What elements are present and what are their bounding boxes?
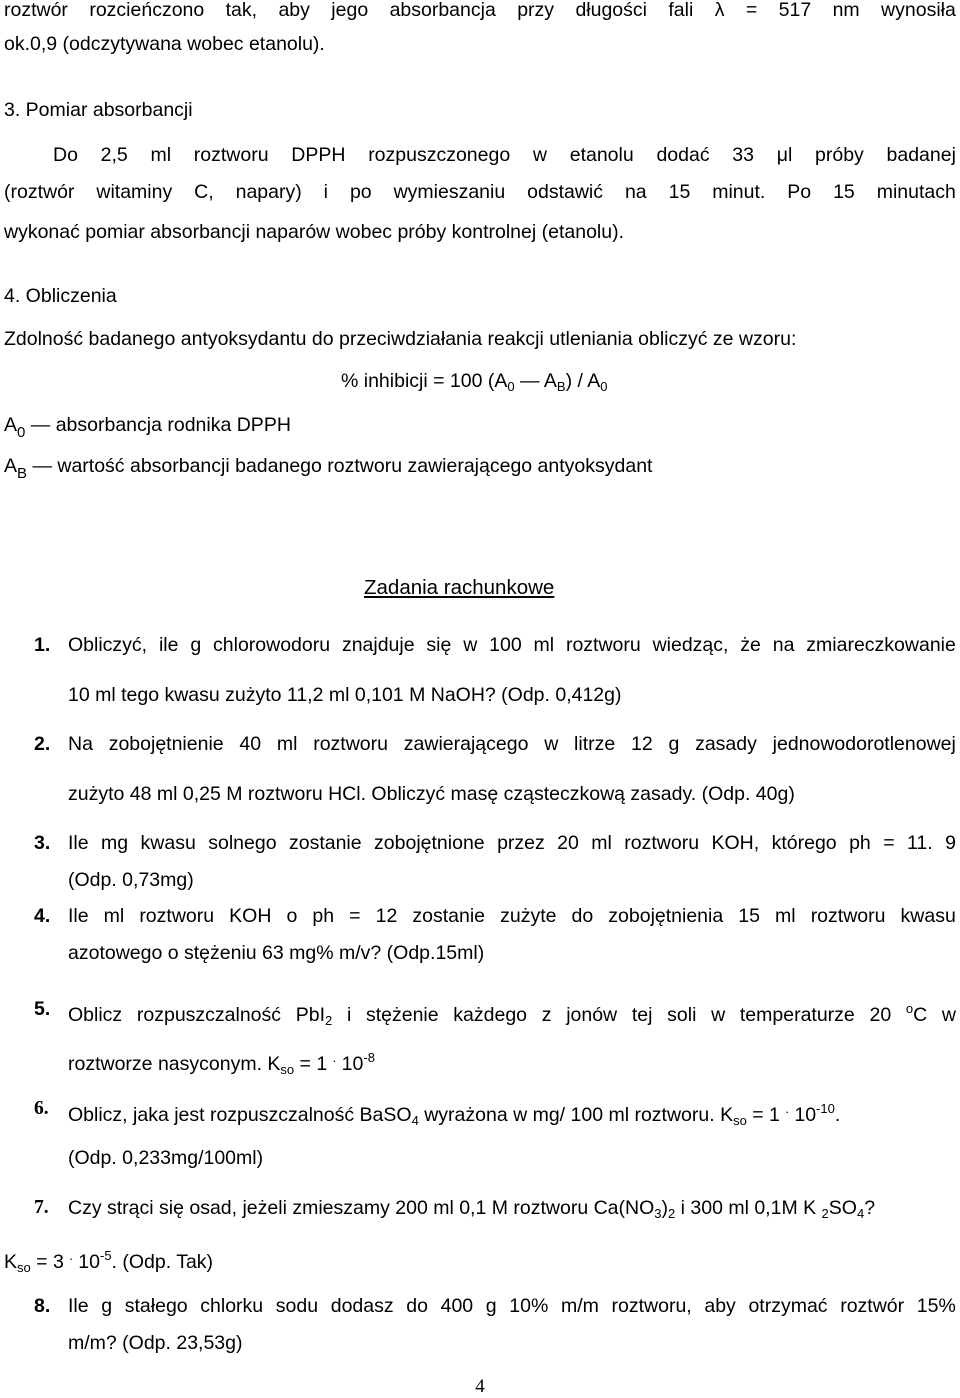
word: ml: [775, 905, 796, 927]
word: KOH: [229, 905, 272, 927]
word: przez: [497, 832, 545, 854]
word: długości: [575, 0, 647, 21]
word: g: [668, 733, 680, 755]
word: solnego: [208, 832, 277, 854]
intro-line-2: ok.0,9 (odczytywana wobec etanolu).: [4, 33, 325, 55]
word: w: [532, 144, 548, 166]
word: μl: [776, 144, 793, 166]
word: sodu: [275, 1295, 319, 1317]
word: Ile: [68, 905, 89, 927]
word: tak,: [225, 0, 258, 21]
task-5-number: 5.: [34, 998, 51, 1020]
word: po: [349, 181, 372, 203]
word: absorbancja: [389, 0, 496, 21]
word: wymieszaniu: [393, 181, 506, 203]
word: badanej: [886, 144, 956, 166]
task-7-line-1: Czy strąci się osad, jeżeli zmieszamy 200 ml 0,1 M roztworu $Ca(NO_3)_2$ i 300 ml 0,1M K $_2SO_4$?: [68, 1197, 876, 1221]
a0-definition: $A_0$ — absorbancja rodnika DPPH: [4, 414, 291, 441]
word: zostanie: [412, 905, 486, 927]
section-3-heading: 3. Pomiar absorbancji: [4, 99, 193, 121]
word: jego: [331, 0, 369, 21]
word: roztworu: [624, 832, 700, 854]
word: ml: [276, 733, 298, 755]
word: aby: [278, 0, 310, 21]
task-4-line-1: [68, 904, 956, 928]
task-1-line-1: [68, 633, 956, 657]
word: m/m: [560, 1295, 599, 1317]
inhibition-formula: % inhibicji = 100 ($A_0$ — $A_B) / A_0$: [341, 370, 608, 394]
word: dodać: [656, 144, 710, 166]
task-5-line-1: Oblicz rozpuszczalność PbI$_2$ i stężenie każdego z jonów tej soli w temperaturze 20 $^o$C w: [68, 1001, 956, 1028]
word: na: [772, 634, 795, 656]
word: przy: [517, 0, 555, 21]
word: nm: [832, 0, 860, 21]
word: 2,5: [100, 144, 128, 166]
task-8-line-2: m/m? (Odp. 23,53g): [68, 1332, 243, 1354]
word: roztworu: [193, 144, 269, 166]
word: witaminy: [96, 181, 173, 203]
word: ml: [591, 832, 612, 854]
word: na: [624, 181, 647, 203]
word: Na: [68, 733, 93, 755]
word: =: [349, 905, 361, 927]
word: i: [323, 181, 328, 203]
word: minutach: [876, 181, 956, 203]
word: 10%: [509, 1295, 549, 1317]
word: 12: [630, 733, 653, 755]
word: zobojętnienie: [108, 733, 224, 755]
section-3-line-3: wykonać pomiar absorbancji naparów wobec próby kontrolnej (etanolu).: [4, 221, 625, 243]
word: etanolu: [569, 144, 634, 166]
task-7-number: 7.: [34, 1197, 49, 1218]
ab-definition: $A_B$ — wartość absorbancji badanego roztworu zawierającego antyoksydant: [4, 455, 653, 482]
intro-line-1: [4, 0, 956, 22]
task-3-number: 3.: [34, 832, 51, 854]
section-4-line-1: Zdolność badanego antyoksydantu do przeciwdziałania reakcji utleniania obliczyć ze wzoru:: [4, 328, 797, 350]
word: zmiareczkowanie: [806, 634, 956, 656]
word: odstawić: [527, 181, 604, 203]
word: aby: [704, 1295, 736, 1317]
word: do: [571, 905, 594, 927]
word: roztwór: [840, 1295, 905, 1317]
word: 15%: [916, 1295, 956, 1317]
word: jednowodorotlenowej: [772, 733, 956, 755]
word: λ: [714, 0, 725, 21]
word: się: [426, 634, 452, 656]
task-8-number: 8.: [34, 1295, 51, 1317]
word: minut.: [712, 181, 766, 203]
word: roztworu: [313, 733, 388, 755]
word: próby: [815, 144, 864, 166]
word: KOH,: [711, 832, 760, 854]
word: g: [101, 1295, 113, 1317]
word: zawierającego: [403, 733, 529, 755]
word: zobojętnione: [374, 832, 485, 854]
word: w: [463, 634, 478, 656]
word: =: [883, 832, 895, 854]
task-3-line-2: (Odp. 0,73mg): [68, 869, 194, 891]
word: o: [286, 905, 298, 927]
word: 40: [239, 733, 262, 755]
word: 20: [557, 832, 579, 854]
word: 100: [489, 634, 522, 656]
word: litrze: [574, 733, 616, 755]
word: chlorku: [200, 1295, 264, 1317]
word: 15: [668, 181, 691, 203]
word: chlorowodoru: [213, 634, 331, 656]
word: 33: [732, 144, 754, 166]
word: fali: [668, 0, 694, 21]
section-3-line-1: [53, 143, 956, 167]
word: wynosiła: [881, 0, 956, 21]
word: do: [406, 1295, 428, 1317]
word: ph: [849, 832, 871, 854]
word: Po: [787, 181, 812, 203]
word: ml: [150, 144, 172, 166]
task-8-line-1: [68, 1294, 956, 1318]
task-2-number: 2.: [34, 733, 51, 755]
word: kwasu: [140, 832, 196, 854]
task-2-line-2: zużyto 48 ml 0,25 M roztworu HCl. Obliczyć masę cząsteczkową zasady. (Odp. 40g): [68, 783, 795, 805]
word: (roztwór: [4, 181, 75, 203]
word: 400: [440, 1295, 474, 1317]
word: zobojętnienia: [608, 905, 724, 927]
section-4-heading: 4. Obliczenia: [4, 285, 117, 307]
word: 9: [945, 832, 956, 854]
word: znajduje: [341, 634, 415, 656]
task-5-line-2: roztworze nasyconym. $K_{so} = 1$ . $10^{-8}$: [68, 1050, 375, 1077]
word: roztworu: [565, 634, 641, 656]
page-number: 4: [475, 1376, 485, 1397]
section-3-line-2: [4, 180, 956, 204]
word: ml: [533, 634, 555, 656]
word: którego: [771, 832, 837, 854]
word: g: [190, 634, 202, 656]
task-3-line-1: [68, 831, 956, 855]
word: kwasu: [900, 905, 956, 927]
word: zużyte: [500, 905, 557, 927]
task-6-line-1: Oblicz, jaka jest rozpuszczalność BaSO$_4$ wyrażona w mg/ 100 ml roztworu. $K_{so} = 1$ . $10^{-10}$.: [68, 1101, 841, 1128]
word: DPPH: [291, 144, 346, 166]
word: roztworu: [810, 905, 886, 927]
word: 15: [738, 905, 760, 927]
word: ph: [312, 905, 335, 927]
word: Obliczyć,: [68, 634, 148, 656]
word: otrzymać: [748, 1295, 828, 1317]
word: rozpuszczonego: [368, 144, 511, 166]
task-4-line-2: azotowego o stężeniu 63 mg% m/v? (Odp.15ml): [68, 942, 485, 964]
word: roztwór: [4, 0, 68, 21]
word: g: [485, 1295, 497, 1317]
word: zasady: [695, 733, 757, 755]
task-1-number: 1.: [34, 634, 51, 656]
word: C,: [194, 181, 214, 203]
task-2-line-1: [68, 732, 956, 756]
word: 517: [778, 0, 812, 21]
word: zostanie: [288, 832, 362, 854]
word: Ile: [68, 832, 89, 854]
word: Ile: [68, 1295, 89, 1317]
word: mg: [101, 832, 129, 854]
word: rozcieńczono: [89, 0, 205, 21]
task-1-line-2: 10 ml tego kwasu zużyto 11,2 ml 0,101 M NaOH? (Odp. 0,412g): [68, 684, 622, 706]
word: dodasz: [330, 1295, 394, 1317]
word: napary): [235, 181, 302, 203]
task-6-line-2: (Odp. 0,233mg/100ml): [68, 1147, 264, 1169]
word: ile: [158, 634, 179, 656]
word: w: [544, 733, 559, 755]
word: roztworu,: [611, 1295, 692, 1317]
word: roztworu: [139, 905, 215, 927]
word: wiedząc,: [652, 634, 729, 656]
task-4-number: 4.: [34, 905, 51, 927]
word: że: [740, 634, 761, 656]
word: stałego: [124, 1295, 188, 1317]
task-7-line-2: $K_{so} = 3$ . $10^{-5}$. (Odp. Tak): [4, 1248, 214, 1275]
word: 11.: [907, 832, 933, 854]
word: ml: [103, 905, 125, 927]
task-6-number: 6.: [34, 1098, 49, 1119]
word: Do: [53, 144, 78, 166]
word: =: [745, 0, 758, 21]
word: 15: [833, 181, 855, 203]
tasks-title: Zadania rachunkowe: [364, 576, 555, 599]
word: 12: [375, 905, 398, 927]
